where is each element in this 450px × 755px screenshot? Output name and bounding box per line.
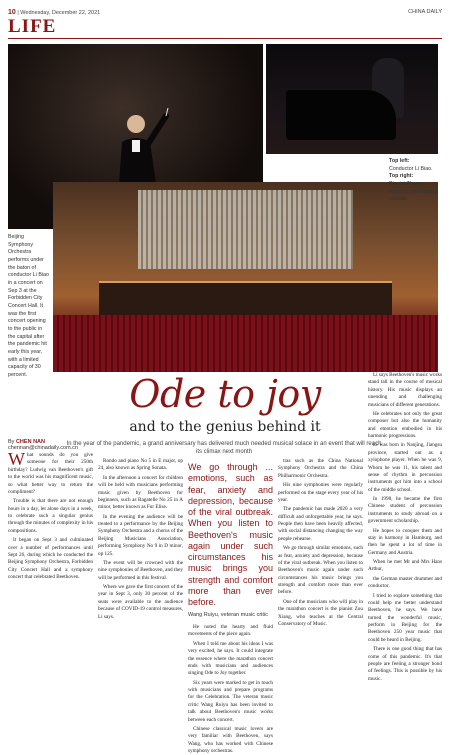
page-number: 10 — [8, 8, 16, 16]
article-column-2 — [98, 458, 183, 742]
pull-quote-attribution: Wang Ruiyu, veteran music critic — [188, 612, 268, 619]
subheadline: and to the genius behind it — [129, 418, 321, 435]
paragraph: He noted the hearty and fluid movements of the piece again. — [188, 624, 273, 638]
article-column-1 — [8, 449, 93, 742]
paragraph: The event will be crowned with the nine symphonies of Beethoven, and they will be performed in this festival. — [98, 559, 183, 581]
author-email[interactable]: chennan@chinadaily.com.cn — [8, 445, 78, 451]
headline-block — [60, 372, 390, 435]
byline-prefix: By — [8, 439, 15, 445]
pianist-photo — [266, 44, 438, 154]
stage — [99, 281, 392, 315]
paragraph: He celebrates not only the great composer but also the humanity and emotion embodied in his harmonic progressions. — [368, 410, 442, 439]
paragraph: There is one good thing that has come of this pandemic. It's that people are feeling a stronger bond of feelings. This is possible by his music. — [368, 646, 442, 682]
paragraph: the German master drummer and conductor. — [368, 575, 442, 590]
paragraph: He hopes to conquer them and stay in harmony in Hamburg, and then he spent a lot of time in Germany and Austria. — [368, 527, 442, 556]
caption-label-1: Top left: — [389, 158, 410, 164]
article-column-5 — [368, 372, 442, 742]
paragraph: It began on Sept 3 and culminated over a number of performances until Sept 26, during which he conducted the Beijing Symphony Orchestra, Forbidden City Concert Hall and a symphony concert that celebrated Beethoven. — [8, 537, 93, 580]
article-column-4 — [278, 458, 363, 742]
caption-text-2: Pianist Zhang Haochen performs in concert. — [389, 181, 439, 203]
page-number-date: 10 | Wednesday, December 22, 2021 — [8, 8, 101, 16]
audience-seats — [53, 315, 438, 372]
paragraph: Where we gave the first concert of the year in Sept 3, only 30 percent of the seats were available to the audience because of COVID-19 control measures, Li says. — [98, 584, 183, 620]
headline: Ode to joy — [129, 372, 321, 416]
paragraph: When I told me about his ideas I was very excited, he says. It could integrate the essence where the marathon concert ends with musicians and audiences singing Ode to Joy together. — [188, 640, 273, 677]
paragraph: Li was born in Nanjing, Jiangsu province, started out as a xylophone player. When he was 9, Whom he was 11, his talent and sense of rhythm in percussion instruments got him into a school of the middle school. — [368, 442, 442, 493]
paragraph: We go through similar emotions, such as fear, anxiety and depression, because of the viral outbreak. When you listen to Beethoven's music again under such circumstances his music brings you strength and comfort more than ever before. — [278, 545, 363, 596]
photo-caption-left: Beijing Symphony Orchestra performs under the baton of conductor Li Biao in a concert on Sep 3 at the Forbidden City Concert Hall. It was the first concert opening to the public in the capital after the pandemic hit early this year, with a limited capacity of 30 percent. — [8, 234, 49, 379]
article-column-3 — [188, 458, 273, 755]
caption-text-1: Conductor Li Biao. — [389, 165, 433, 172]
paragraph: Chinese classical music lovers are very familiar with Beethoven, says Wang, who has worked with Chinese symphony orchestras. — [188, 725, 273, 755]
concert-hall-photo — [53, 182, 438, 372]
paragraph: Rondo and piano No 5 in E major, op 24, also known as Spring Sonata. — [98, 458, 183, 472]
paragraph: tras such as the China National Symphony Orchestra and the China Philharmonic Orchestra. — [278, 458, 363, 479]
paragraph: One of the musicians who will play in the marathon concert is the pianist Zou Xiang, who teaches at the Central Conservatory of Music. — [278, 598, 363, 627]
pull-quote: We go through ... emotions, such as fear, anxiety and depression, because of the viral outbreak. When you listen to Beethoven's music again under such circumstances his music brings you strength and comfort more than ever before. — [188, 462, 273, 607]
paragraph: Trouble is that there are not enough hours in a day, let alone days in a week, to celebrate such a singular genius through the minutes of complexity in his compositions. — [8, 498, 93, 534]
paragraph: hat sounds do you give someone for their 250th birthday? Ludwig van Beethoven's gift to the world was his magnificent music, so what better way to return the compliment? — [8, 452, 93, 495]
section-rule — [8, 38, 442, 39]
section-title: LIFE — [8, 16, 57, 37]
organ-pipes — [138, 190, 354, 270]
paragraph: In 1998, he became the first Chinese student of percussion instruments to study abroad on a government scholarship. — [368, 496, 442, 525]
paragraph: The pandemic has made 2020 a very difficult and unforgettable year, he says. People then have been heavily affected, with social distancing changing the way people rehearse. — [278, 506, 363, 542]
photo-caption-right — [389, 158, 441, 204]
paragraph: Li says Beethoven's music works stand tall in the course of musical history. His music displays an unending and challenging musicians of different generations. — [368, 372, 442, 408]
deck-summary: In the year of the pandemic, a grand anniversary has delivered much needed musical solace in an event that will reach its climax next month — [66, 441, 382, 456]
paragraph: Six years were marked to get in touch with musicians and prepare programs for the Celebration. The veteran music critic Wang Ruiyu has been invited to talk about Beethoven's music works between each concert. — [188, 679, 273, 723]
drop-cap: W — [8, 449, 25, 469]
piano-shape — [286, 90, 396, 140]
masthead: CHINA DAILY — [408, 9, 442, 15]
issue-date: Wednesday, December 22, 2021 — [20, 9, 101, 16]
paragraph: In the evening the audience will be treated to a performance by the Beijing Symphony Orchestra and a chorus of the Beijing Musicians Association, performing Symphony No 9 in D minor, op 125. — [98, 513, 183, 557]
author-name: CHEN NAN — [15, 439, 45, 445]
paragraph: When he met Mr and Mrs Hans Arthur, — [368, 559, 442, 573]
caption-label-2: Top right: — [389, 173, 414, 180]
paragraph: His nine symphonies were regularly performed on the stage every year of his year. — [278, 482, 363, 503]
page-header — [8, 6, 442, 18]
paragraph: In the afternoon a concert for children will be held with musicians performing music given by Beethoven for beginners, such as Bagatelle No 25 in A minor, better known as Fur Elise. — [98, 474, 183, 511]
paragraph: I tried to explore something that could help me better understand Beethoven, he says. We have turned the wonderful music, perform in Beijing for the Beethoven 250 year music that could be heard in Beijing. — [368, 592, 442, 643]
